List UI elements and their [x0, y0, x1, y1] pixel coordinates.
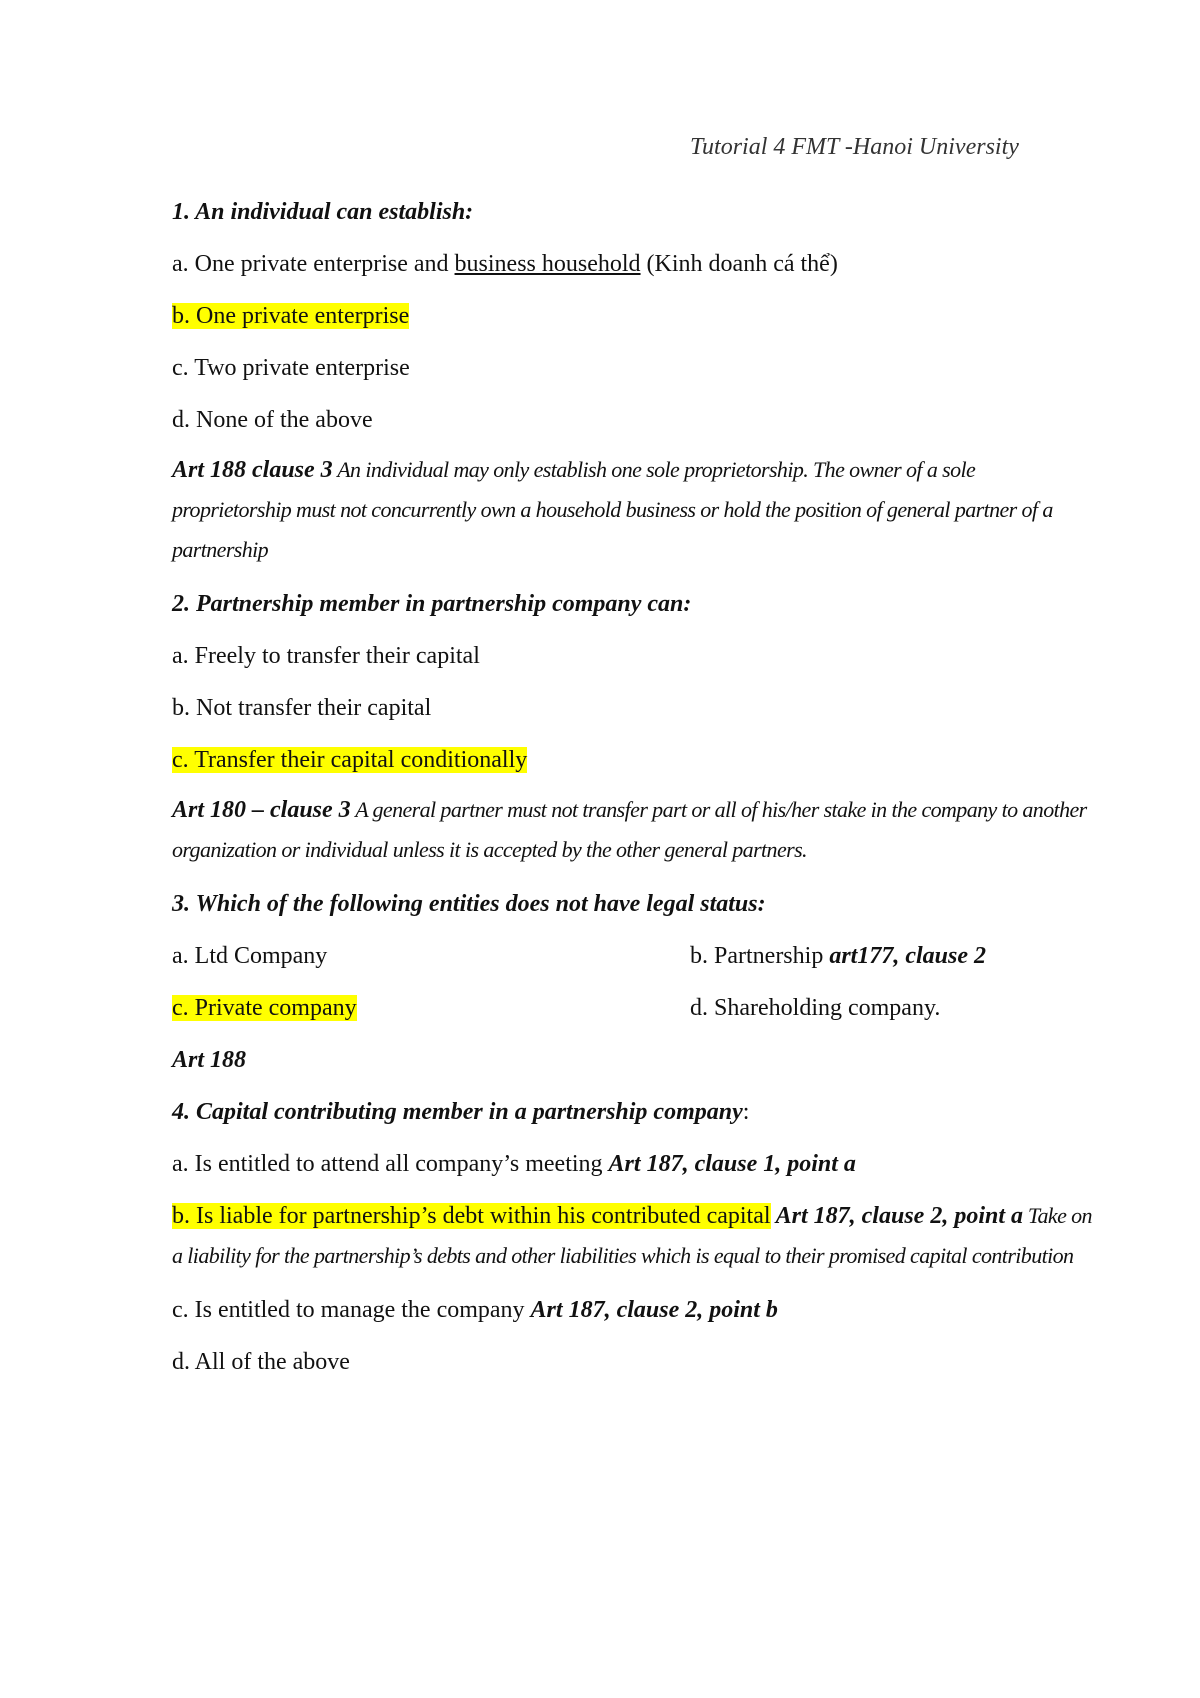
q3-option-c-highlighted: c. Private company — [172, 995, 357, 1021]
q2-note-text: A general partner must not transfer part or all of his/her stake in the company to another organization or individual unless it is accepted by the other general partners. — [172, 797, 1087, 862]
q1-reference: Art 188 clause 3 — [172, 457, 333, 483]
q1-option-b-highlighted: b. One private enterprise — [172, 303, 410, 329]
q4-option-b-reference: Art 187, clause 2, point a — [770, 1203, 1023, 1229]
q3-options-row-2 — [172, 982, 1092, 1034]
q4-option-c-text: c. Is entitled to manage the company — [172, 1297, 531, 1323]
q4-option-b — [172, 1196, 1092, 1276]
q1-note-text: An individual may only establish one sole proprietorship. The owner of a sole proprietorship must not concurrently own a household business or hold the position of general partner of a partnership — [172, 457, 1053, 562]
q3-option-d: d. Shareholding company. — [690, 995, 941, 1021]
question-4-heading-colon: : — [742, 1099, 750, 1125]
q2-option-a: a. Freely to transfer their capital — [172, 643, 480, 669]
q1-option-a-underlined: business household — [454, 251, 641, 277]
q4-option-b-highlighted: b. Is liable for partnership’s debt within his contributed capital — [172, 1203, 771, 1229]
q2-reference: Art 180 – clause 3 — [172, 797, 351, 823]
q3-option-b-text: b. Partnership — [690, 943, 830, 969]
page-header: Tutorial 4 FMT -Hanoi University — [690, 134, 1019, 160]
q1-option-b — [172, 290, 1092, 342]
q4-option-c — [172, 1284, 1092, 1336]
q4-option-a — [172, 1138, 1092, 1190]
q2-option-c — [172, 734, 1092, 786]
q3-reference: Art 188 — [172, 1047, 247, 1073]
q4-option-a-reference: Art 187, clause 1, point a — [608, 1151, 856, 1177]
q1-explanation — [172, 450, 1092, 570]
q4-option-c-reference: Art 187, clause 2, point b — [530, 1297, 778, 1323]
q2-option-c-highlighted: c. Transfer their capital conditionally — [172, 747, 528, 773]
q4-option-a-text: a. Is entitled to attend all company’s meeting — [172, 1151, 609, 1177]
q3-option-c — [172, 982, 690, 1034]
q2-explanation — [172, 790, 1092, 870]
q3-option-b — [690, 930, 986, 982]
q3-option-b-reference: art177, clause 2 — [829, 943, 986, 969]
q1-option-c: c. Two private enterprise — [172, 355, 410, 381]
q2-option-b: b. Not transfer their capital — [172, 695, 432, 721]
question-4-heading — [172, 1086, 1092, 1138]
q3-options-row-1 — [172, 930, 1092, 982]
q4-option-d: d. All of the above — [172, 1349, 350, 1375]
question-3-heading: 3. Which of the following entities does not have legal status: — [172, 891, 766, 917]
q1-option-a-suffix: (Kinh doanh cá thể) — [640, 251, 838, 277]
q1-option-d: d. None of the above — [172, 407, 373, 433]
q3-option-a: a. Ltd Company — [172, 943, 328, 969]
question-1-heading: 1. An individual can establish: — [172, 199, 474, 225]
question-4-heading-text: 4. Capital contributing member in a partnership company — [172, 1099, 743, 1125]
question-2-heading: 2. Partnership member in partnership company can: — [172, 591, 692, 617]
q4-option-b-note: Take on a liability for the partnership’s debts and other liabilities which is equal to their promised capital contribution — [172, 1203, 1092, 1268]
q1-option-a — [172, 238, 1092, 290]
q1-option-a-prefix: a. One private enterprise and — [172, 251, 455, 277]
document-body — [172, 186, 1092, 1388]
